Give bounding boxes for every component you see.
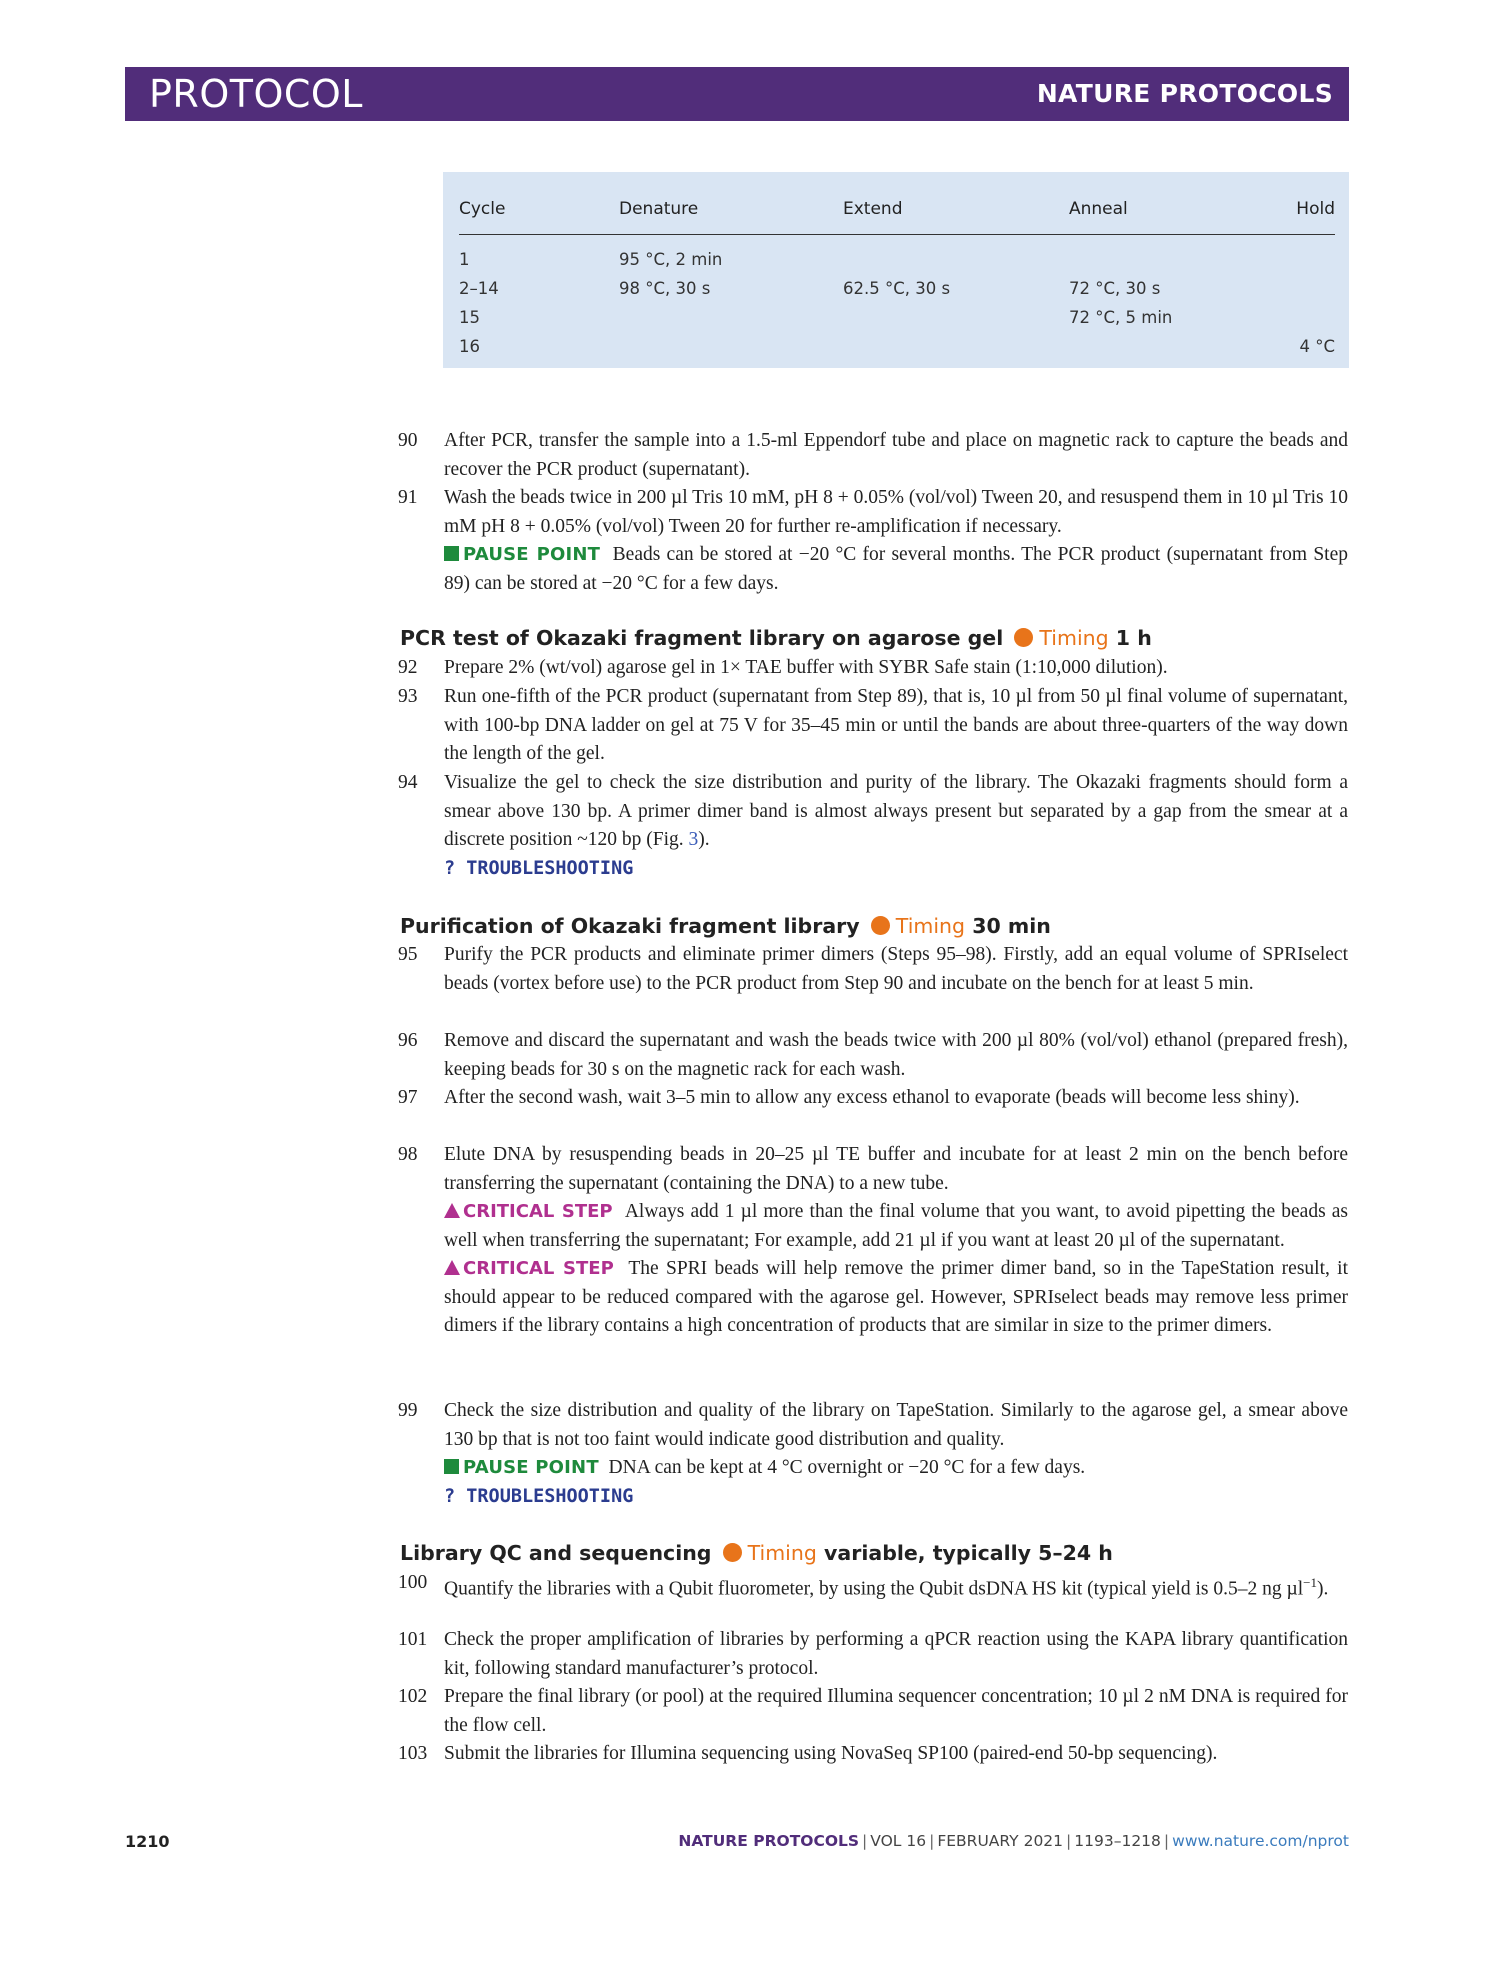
step-text: Run one-fifth of the PCR product (supernatant from Step 89), that is, 10 µl from 50 µl final volume of supernatant, with 100-bp DNA ladder on gel at 75 V for 35–45 min or until the bands are about three-quarters of the way down the length of the gel.: [444, 686, 1348, 764]
step-97: [398, 1084, 1348, 1113]
step-102: [398, 1683, 1348, 1740]
page-number: 1210: [125, 1832, 170, 1851]
troubleshooting-link[interactable]: ? TROUBLESHOOTING: [444, 857, 634, 879]
step-text: Wash the beads twice in 200 µl Tris 10 mM, pH 8 + 0.05% (vol/vol) Tween 20, and resuspend them in 10 µl Tris 10 mM pH 8 + 0.05% (vol/vol) Tween 20 for further re-amplification if necessary.: [444, 487, 1348, 537]
timing-dot-icon: [1014, 628, 1033, 647]
step-number: 103: [398, 1743, 428, 1764]
step-number: 98: [398, 1144, 418, 1165]
section-title: Library QC and sequencing: [400, 1541, 712, 1565]
step-text: [444, 1569, 1348, 1604]
warning-triangle-icon: [444, 1203, 460, 1218]
step-number: 93: [398, 686, 418, 707]
table-cell: [1069, 332, 1279, 361]
pause-point-text: DNA can be kept at 4 °C overnight or −20 °C for a few days.: [608, 1457, 1086, 1478]
step-number: 96: [398, 1030, 418, 1051]
col-header-hold: Hold: [1279, 172, 1335, 235]
critical-step-text: Always add 1 µl more than the final volume that you want, to avoid pipetting the beads as well when transferring the supernatant; For example, add 21 µl if you want at least 20 µl of the supernatant.: [444, 1201, 1349, 1251]
col-header-denature: Denature: [619, 172, 843, 235]
section-title: Purification of Okazaki fragment library: [400, 914, 860, 938]
pcr-cycling-table: [443, 172, 1349, 368]
critical-step-label: CRITICAL STEP: [463, 1201, 613, 1222]
table-cell: 98 °C, 30 s: [619, 279, 711, 298]
pause-square-icon: [444, 546, 459, 561]
step-91: [398, 484, 1348, 598]
timing-label: Timing: [747, 1541, 817, 1565]
table-cell: 72 °C, 5 min: [1069, 308, 1173, 327]
step-text: After the second wash, wait 3–5 min to allow any excess ethanol to evaporate (beads will become less shiny).: [444, 1087, 1300, 1108]
timing-dot-icon: [723, 1543, 742, 1562]
step-number: 90: [398, 430, 418, 451]
table-cell: [843, 303, 1069, 332]
step-95: [398, 941, 1348, 998]
timing-value: variable, typically 5–24 h: [824, 1541, 1113, 1565]
timing-value: 30 min: [972, 914, 1051, 938]
table-cell: 72 °C, 30 s: [1069, 279, 1161, 298]
step-96: [398, 1027, 1348, 1084]
table-cell: 4 °C: [1299, 337, 1335, 356]
footer-date: FEBRUARY 2021: [937, 1832, 1064, 1850]
table-cell: [843, 332, 1069, 361]
step-text: [444, 769, 1348, 855]
footer-pages: 1193–1218: [1074, 1832, 1161, 1850]
step-text-main: Visualize the gel to check the size distribution and purity of the library. The Okazaki fragments should form a smear above 130 bp. A primer dimer band is almost always present but separated by a gap from the smear at a discrete position ~120 bp (Fig.: [444, 772, 1348, 850]
step-text: Check the proper amplification of libraries by performing a qPCR reaction using the KAPA library quantification kit, following standard manufacturer’s protocol.: [444, 1629, 1348, 1679]
step-number: 99: [398, 1400, 418, 1421]
critical-step-note: [444, 1198, 1348, 1255]
step-text: Remove and discard the supernatant and wash the beads twice with 200 µl 80% (vol/vol) ethanol (prepared fresh), keeping beads for 30 s on the magnetic rack for each wash.: [444, 1030, 1348, 1080]
table-row: [459, 274, 1335, 303]
section-title: PCR test of Okazaki fragment library on agarose gel: [400, 626, 1004, 650]
step-text: Prepare the final library (or pool) at the required Illumina sequencer concentration; 10 µl 2 nM DNA is required for the flow cell.: [444, 1686, 1348, 1736]
figure-link[interactable]: 3: [688, 829, 699, 850]
step-94: [398, 769, 1348, 883]
warning-triangle-icon: [444, 1260, 460, 1275]
col-header-anneal: Anneal: [1069, 172, 1279, 235]
table-cell: [619, 303, 843, 332]
step-text: Prepare 2% (wt/vol) agarose gel in 1× TAE buffer with SYBR Safe stain (1:10,000 dilution).: [444, 657, 1168, 678]
header-banner: [125, 67, 1349, 121]
critical-step-note: [444, 1255, 1348, 1341]
table-row: [459, 332, 1335, 361]
step-number: 101: [398, 1629, 428, 1650]
superscript: −1: [1303, 1575, 1317, 1590]
step-92: [398, 654, 1348, 683]
step-103: [398, 1740, 1348, 1769]
section-heading-qc: [400, 1539, 1113, 1567]
step-number: 95: [398, 944, 418, 965]
troubleshooting-link[interactable]: ? TROUBLESHOOTING: [444, 1485, 634, 1507]
table-cell: [843, 235, 1069, 275]
table-cell: [1279, 303, 1335, 332]
pause-point-label: PAUSE POINT: [463, 544, 601, 565]
step-101: [398, 1626, 1348, 1683]
table-row: [459, 235, 1335, 275]
table-row: [459, 303, 1335, 332]
table-cell: 2–14: [459, 279, 499, 298]
table-header-row: [459, 172, 1335, 235]
step-90: [398, 427, 1348, 484]
critical-step-label: CRITICAL STEP: [463, 1258, 614, 1279]
journal-name: NATURE PROTOCOLS: [1036, 79, 1333, 108]
footer-url-link[interactable]: www.nature.com/nprot: [1172, 1832, 1349, 1850]
pause-point-label: PAUSE POINT: [463, 1457, 599, 1478]
footer-citation: NATURE PROTOCOLS | VOL 16 | FEBRUARY 2021 | 1193–1218 | www.nature.com/nprot: [678, 1832, 1349, 1850]
pause-point-note: [444, 541, 1348, 598]
step-text: Submit the libraries for Illumina sequencing using NovaSeq SP100 (paired-end 50-bp sequencing).: [444, 1743, 1218, 1764]
step-number: 102: [398, 1686, 428, 1707]
table-cell: [1069, 235, 1279, 275]
step-number: 94: [398, 772, 418, 793]
timing-label: Timing: [1039, 626, 1109, 650]
footer-journal: NATURE PROTOCOLS: [678, 1832, 860, 1850]
table-cell: 16: [459, 337, 480, 356]
footer-volume: VOL 16: [870, 1832, 927, 1850]
table-cell: 95 °C, 2 min: [619, 250, 723, 269]
col-header-extend: Extend: [843, 172, 1069, 235]
timing-label: Timing: [895, 914, 966, 938]
table-cell: [1279, 235, 1335, 275]
step-99: [398, 1397, 1348, 1511]
step-number: 97: [398, 1087, 418, 1108]
step-text-end: ).: [1316, 1578, 1329, 1600]
section-heading-gel: [400, 624, 1152, 652]
step-text-end: ).: [698, 829, 710, 850]
table-cell: [1279, 274, 1335, 303]
step-number: 91: [398, 487, 418, 508]
step-93: [398, 683, 1348, 769]
timing-value: 1 h: [1115, 626, 1152, 650]
table-cell: 15: [459, 308, 480, 327]
step-text: Check the size distribution and quality of the library on TapeStation. Similarly to the agarose gel, a smear above 130 bp that is not too faint would indicate good distribution and quality.: [444, 1400, 1348, 1450]
table-cell: 62.5 °C, 30 s: [843, 279, 951, 298]
critical-step-text: The SPRI beads will help remove the primer dimer band, so in the TapeStation result, it should appear to be reduced compared with the agarose gel. However, SPRIselect beads may remove less primer dimers if the library contains a high concentration of products that are similar in size to the primer dimers.: [444, 1258, 1348, 1336]
pause-square-icon: [444, 1459, 459, 1474]
col-header-cycle: Cycle: [459, 172, 619, 235]
step-text: After PCR, transfer the sample into a 1.5-ml Eppendorf tube and place on magnetic rack to capture the beads and recover the PCR product (supernatant).: [444, 430, 1348, 480]
step-100: [398, 1569, 1348, 1604]
article-type: PROTOCOL: [149, 72, 363, 116]
step-text: Elute DNA by resuspending beads in 20–25 µl TE buffer and incubate for at least 2 min on the bench before transferring the supernatant (containing the DNA) to a new tube.: [444, 1144, 1348, 1194]
section-heading-purification: [400, 912, 1051, 940]
table-cell: 1: [459, 250, 470, 269]
pause-point-note: [444, 1454, 1348, 1483]
step-text: Purify the PCR products and eliminate primer dimers (Steps 95–98). Firstly, add an equal volume of SPRIselect beads (vortex before use) to the PCR product from Step 90 and incubate on the bench for at least 5 min.: [444, 944, 1348, 994]
timing-dot-icon: [871, 916, 890, 935]
step-number: 100: [398, 1572, 428, 1593]
step-98: [398, 1141, 1348, 1341]
step-number: 92: [398, 657, 418, 678]
table-cell: [619, 332, 843, 361]
pause-point-text: Beads can be stored at −20 °C for several months. The PCR product (supernatant from Step 89) can be stored at −20 °C for a few days.: [444, 544, 1349, 594]
step-text-main: Quantify the libraries with a Qubit fluorometer, by using the Qubit dsDNA HS kit (typical yield is 0.5–2 ng µl: [444, 1578, 1304, 1600]
